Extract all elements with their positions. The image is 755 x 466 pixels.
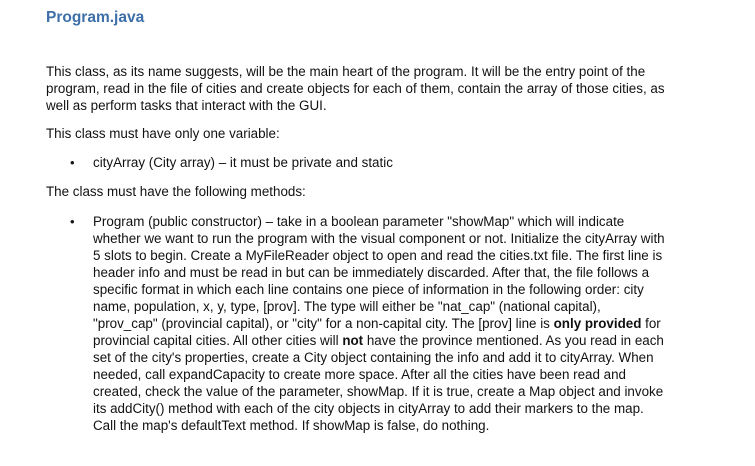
- list-item: [46, 154, 706, 171]
- method-text-bold2: not: [342, 333, 364, 348]
- variable-item-text: cityArray (City array) – it must be private and static: [93, 155, 393, 170]
- methods-heading: The class must have the following methods:: [46, 184, 306, 199]
- variables-list: [46, 154, 706, 171]
- bullet-icon: •: [70, 155, 75, 170]
- method-item-text: [93, 213, 668, 434]
- bullet-icon: •: [70, 214, 75, 229]
- intro-paragraph: This class, as its name suggests, will be the main heart of the program. It will be the entry point of the program, read in the file of cities and create objects for each of them, contain the array of those cities, as well as perform tasks that interact with the GUI.: [46, 64, 665, 113]
- method-text-part1: Program (public constructor) – take in a boolean parameter "showMap" which will indicate whether we want to run the program with the visual component or not. Initialize the cityArray with 5 slots to begin. Create a MyFileReader object to open and read the cities.txt file. The first line is header info and must be read in but can be immediately discarded. After that, the file follows a specific format in which each line contains one piece of information in the following order: city name, population, x, y, type, [prov]. The type will either be "nat_cap" (national capital), "prov_cap" (provincial capital), or "city" for a non-capital city. The [prov] line is: [93, 214, 665, 331]
- method-text-part2: for provincial capital cities. All other cities will: [93, 316, 661, 348]
- method-text-part3: have the province mentioned. As you read in each set of the city's properties, create a City object containing the info and add it to cityArray. When needed, call expandCapacity to create more space. After all the cities have been read and created, check the value of the parameter, showMap. If it is true, create a Map object and invoke its addCity() method with each of the city objects in cityArray to add their markers to the map. Call the map's defaultText method. If showMap is false, do nothing.: [93, 333, 664, 433]
- method-text-bold1: only provided: [553, 316, 642, 331]
- page-title: Program.java: [46, 9, 145, 26]
- list-item: [46, 213, 706, 434]
- methods-list: [46, 213, 706, 434]
- variables-heading: This class must have only one variable:: [46, 126, 280, 141]
